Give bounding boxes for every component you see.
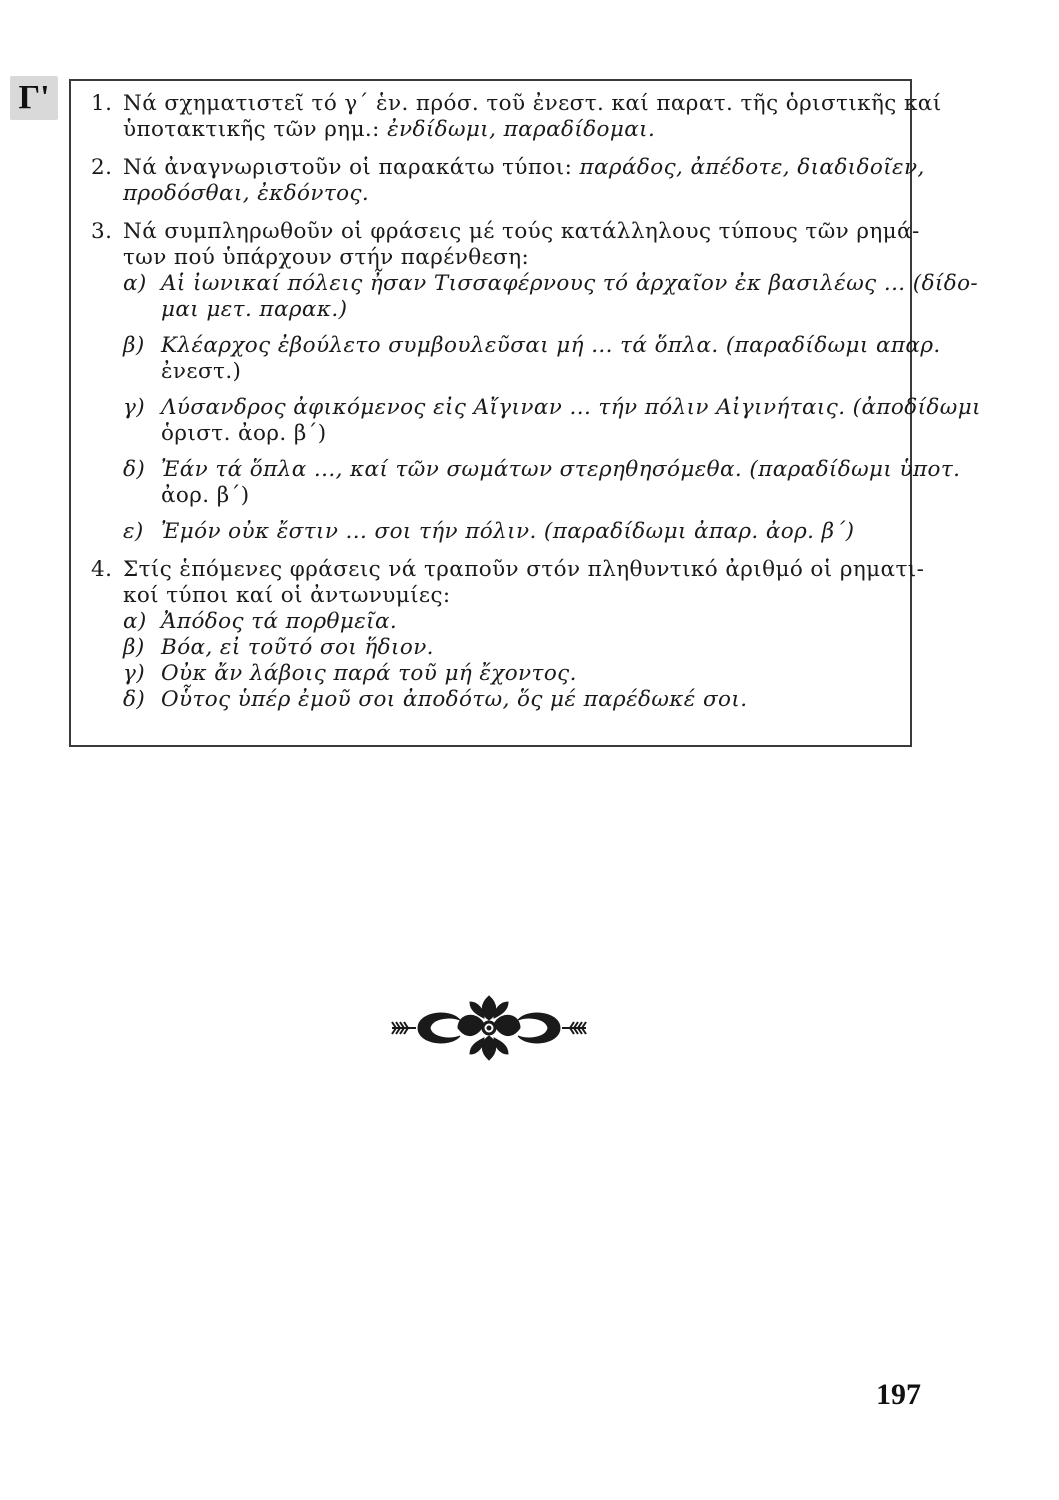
- form-list: προδόσθαι, ἐκδόντος.: [123, 181, 370, 206]
- exercise-text: κοί τύποι καί οἱ ἀντωνυμίες:: [123, 583, 451, 608]
- item-text: Βόα, εἰ τοῦτό σοι ἥδιον.: [161, 635, 434, 660]
- item-marker: γ): [123, 661, 146, 686]
- item-text: Ἀπόδος τά πορθμεῖα.: [161, 609, 398, 634]
- exercise-3: [91, 219, 981, 545]
- item-marker: γ): [123, 395, 146, 420]
- exercise-1: [91, 91, 942, 143]
- exercise-text: Νά σχηματιστεῖ τό γ΄ ἑν. πρόσ. τοῦ ἐνεστ. καί παρατ. τῆς ὁριστικῆς καί: [123, 91, 942, 116]
- exercise-text: Νά συμπληρωθοῦν οἱ φράσεις μέ τούς κατάλληλους τύπους τῶν ρημά-: [123, 219, 920, 244]
- list-item: [91, 661, 890, 687]
- exercise-4: [91, 557, 925, 713]
- list-item: [91, 395, 981, 447]
- item-text: Ἐμόν οὐκ ἔστιν ... σοι τήν πόλιν. (παραδίδωμι ἀπαρ. ἀορ. β΄): [161, 519, 855, 544]
- list-item: [91, 333, 941, 385]
- item-marker: β): [123, 635, 145, 660]
- item-text: μαι μετ. παρακ.): [161, 297, 348, 322]
- item-text: ὁριστ. ἀορ. β΄): [161, 421, 327, 446]
- item-text: Οὗτος ὑπέρ ἐμοῦ σοι ἀποδότω, ὅς μέ παρέδωκέ σοι.: [161, 687, 748, 712]
- floral-ornament-icon: [388, 994, 590, 1062]
- list-item: [91, 271, 979, 323]
- item-text: Οὐκ ἄν λάβοις παρά τοῦ μή ἔχοντος.: [161, 661, 577, 686]
- item-marker: β): [123, 333, 145, 358]
- item-text: Λύσανδρος ἀφικόμενος εἰς Αἴγιναν ... τήν πόλιν Αἰγινήταις. (ἀποδίδωμι: [161, 395, 981, 420]
- item-marker: α): [123, 271, 147, 296]
- item-text: ἀορ. β΄): [161, 483, 250, 508]
- list-item: [91, 457, 961, 509]
- exercise-number: 4.: [91, 557, 113, 582]
- list-item: [91, 519, 890, 545]
- item-marker: δ): [123, 687, 146, 712]
- exercise-number: 3.: [91, 219, 113, 244]
- exercise-number: 2.: [91, 155, 113, 180]
- list-item: [91, 609, 890, 635]
- exercise-text: ὑποτακτικῆς τῶν ρημ.:: [123, 117, 388, 142]
- item-text: Κλέαρχος ἐβούλετο συμβουλεῦσαι μή ... τά ὅπλα. (παραδίδωμι απαρ.: [161, 333, 941, 358]
- list-item: [91, 635, 890, 661]
- verb-list: ἐνδίδωμι, παραδίδομαι.: [387, 117, 656, 142]
- item-marker: ε): [123, 519, 144, 544]
- exercise-number: 1.: [91, 91, 113, 116]
- exercise-text: Στίς ἑπόμενες φράσεις νά τραποῦν στόν πληθυντικό ἀριθμό οἱ ρηματι-: [123, 557, 925, 582]
- exercise-text: Νά ἀναγνωριστοῦν οἱ παρακάτω τύποι:: [123, 155, 580, 180]
- item-text: Ἐάν τά ὅπλα ..., καί τῶν σωμάτων στερηθησόμεθα. (παραδίδωμι ὑποτ.: [161, 457, 961, 482]
- page-number: 197: [876, 1378, 921, 1411]
- list-item: [91, 687, 890, 713]
- item-marker: δ): [123, 457, 146, 482]
- form-list: παράδος, ἀπέδοτε, διαδιδοῖεν,: [579, 155, 925, 180]
- item-marker: α): [123, 609, 147, 634]
- item-text: Αἱ ἰωνικαί πόλεις ἦσαν Τισσαφέρνους τό ἀρχαῖον ἐκ βασιλέως ... (δίδο-: [161, 271, 979, 296]
- section-letter: Γ': [10, 76, 58, 120]
- exercise-2: [91, 155, 925, 207]
- exercise-text: των πού ὑπάρχουν στήν παρένθεση:: [123, 245, 530, 270]
- exercise-box: [69, 79, 981, 747]
- item-text: ἐνεστ.): [161, 359, 242, 384]
